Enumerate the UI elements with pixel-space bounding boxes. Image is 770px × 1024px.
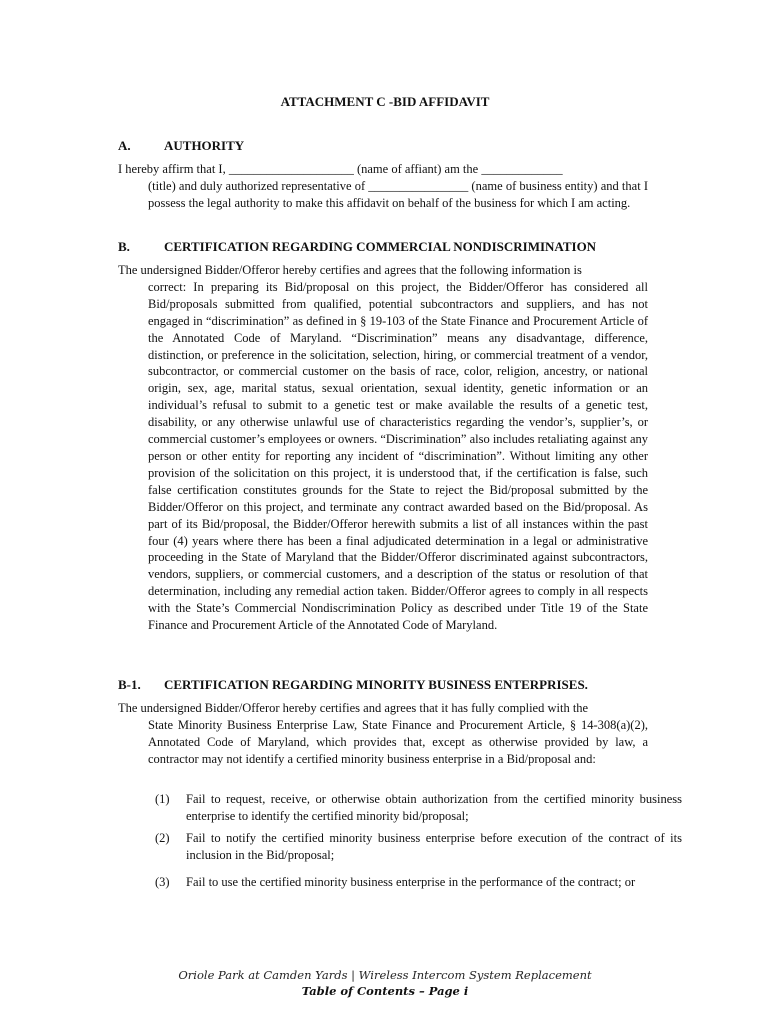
section-b-heading bbox=[118, 239, 596, 255]
section-title: CERTIFICATION REGARDING MINORITY BUSINESS ENTERPRISES. bbox=[164, 677, 588, 692]
section-title: AUTHORITY bbox=[164, 138, 245, 153]
paragraph-body: State Minority Business Enterprise Law, State Finance and Procurement Article, § 14-308(a)(2), Annotated Code of Maryland, which provides that, except as otherwise provided by law, a contractor may not identify a certified minority business enterprise in a Bid/proposal and: bbox=[148, 717, 648, 766]
list-item-number: (2) bbox=[155, 831, 170, 845]
paragraph-body: (title) and duly authorized representative of ________________ (name of business entity) and that I possess the legal authority to make this affidavit on behalf of the business for which I am acting. bbox=[148, 178, 648, 210]
section-b1-heading bbox=[118, 677, 588, 693]
list-item bbox=[155, 874, 682, 891]
list-item-text: Fail to request, receive, or otherwise obtain authorization from the certified minority business enterprise to identify the certified minority bid/proposal; bbox=[186, 792, 682, 823]
list-item-number: (1) bbox=[155, 792, 170, 806]
page-title: ATTACHMENT C -BID AFFIDAVIT bbox=[280, 94, 490, 109]
section-number: B. bbox=[118, 239, 130, 254]
paragraph-first-line: The undersigned Bidder/Offeror hereby certifies and agrees that it has fully complied with the bbox=[118, 701, 589, 715]
section-b1-paragraph bbox=[118, 700, 648, 768]
footer-page-label: Table of Contents – Page i bbox=[301, 984, 469, 998]
list-item bbox=[155, 830, 682, 864]
paragraph-first-line: I hereby affirm that I, ____________________ (name of affiant) am the _____________ bbox=[118, 162, 563, 176]
section-number: B-1. bbox=[118, 677, 141, 692]
section-a-heading bbox=[118, 138, 244, 154]
section-title: CERTIFICATION REGARDING COMMERCIAL NONDISCRIMINATION bbox=[164, 239, 597, 254]
list-item-number: (3) bbox=[155, 875, 170, 889]
list-item-text: Fail to use the certified minority business enterprise in the performance of the contract; or bbox=[186, 875, 636, 889]
list-item-text: Fail to notify the certified minority business enterprise before execution of the contract of its inclusion in the Bid/proposal; bbox=[186, 831, 682, 862]
section-number: A. bbox=[118, 138, 131, 153]
paragraph-body: correct: In preparing its Bid/proposal on this project, the Bidder/Offeror has considered all Bid/proposals submitted from qualified, potential subcontractors and suppliers, and has not engaged in “discrimination” as defined in § 19-103 of the State Finance and Procurement Article of the Annotated Code of Maryland. “Discrimination” means any disadvantage, difference, distinction, or preference in the solicitation, selection, hiring, or commercial treatment of a vendor, subcontractor, or commercial customer on the basis of race, color, religion, ancestry, or national origin, sex, age, marital status, sexual orientation, sexual identity, genetic information or an individual’s refusal to submit to a genetic test or make available the results of a genetic test, disability, or any otherwise unlawful use of characteristics regarding the vendor’s, supplier’s, or commercial customer’s employees or owners. “Discrimination” also includes retaliating against any person or other entity for reporting any incident of “discrimination”. Without limiting any other provision of the solicitation on this project, it is understood that, if the certification is false, such false certification constitutes grounds for the State to reject the Bid/proposal submitted by the Bidder/Offeror on this project, and terminate any contract awarded based on the Bid/proposal. As part of its Bid/proposal, the Bidder/Offeror herewith submits a list of all instances within the past four (4) years where there has been a final adjudicated determination in a legal or administrative proceeding in the State of Maryland that the Bidder/Offeror discriminated against subcontractors, vendors, suppliers, or commercial customers, and a description of the status or resolution of that determination, including any remedial action taken. Bidder/Offeror agrees to comply in all respects with the State’s Commercial Nondiscrimination Policy as described under Title 19 of the State Finance and Procurement Article of the Annotated Code of Maryland. bbox=[148, 279, 648, 633]
paragraph-first-line: The undersigned Bidder/Offeror hereby certifies and agrees that the following information is bbox=[118, 263, 582, 277]
section-b-paragraph bbox=[118, 262, 648, 634]
section-a-paragraph bbox=[118, 161, 648, 212]
footer-project-line: Oriole Park at Camden Yards | Wireless Intercom System Replacement bbox=[178, 968, 592, 982]
list-item bbox=[155, 791, 682, 825]
